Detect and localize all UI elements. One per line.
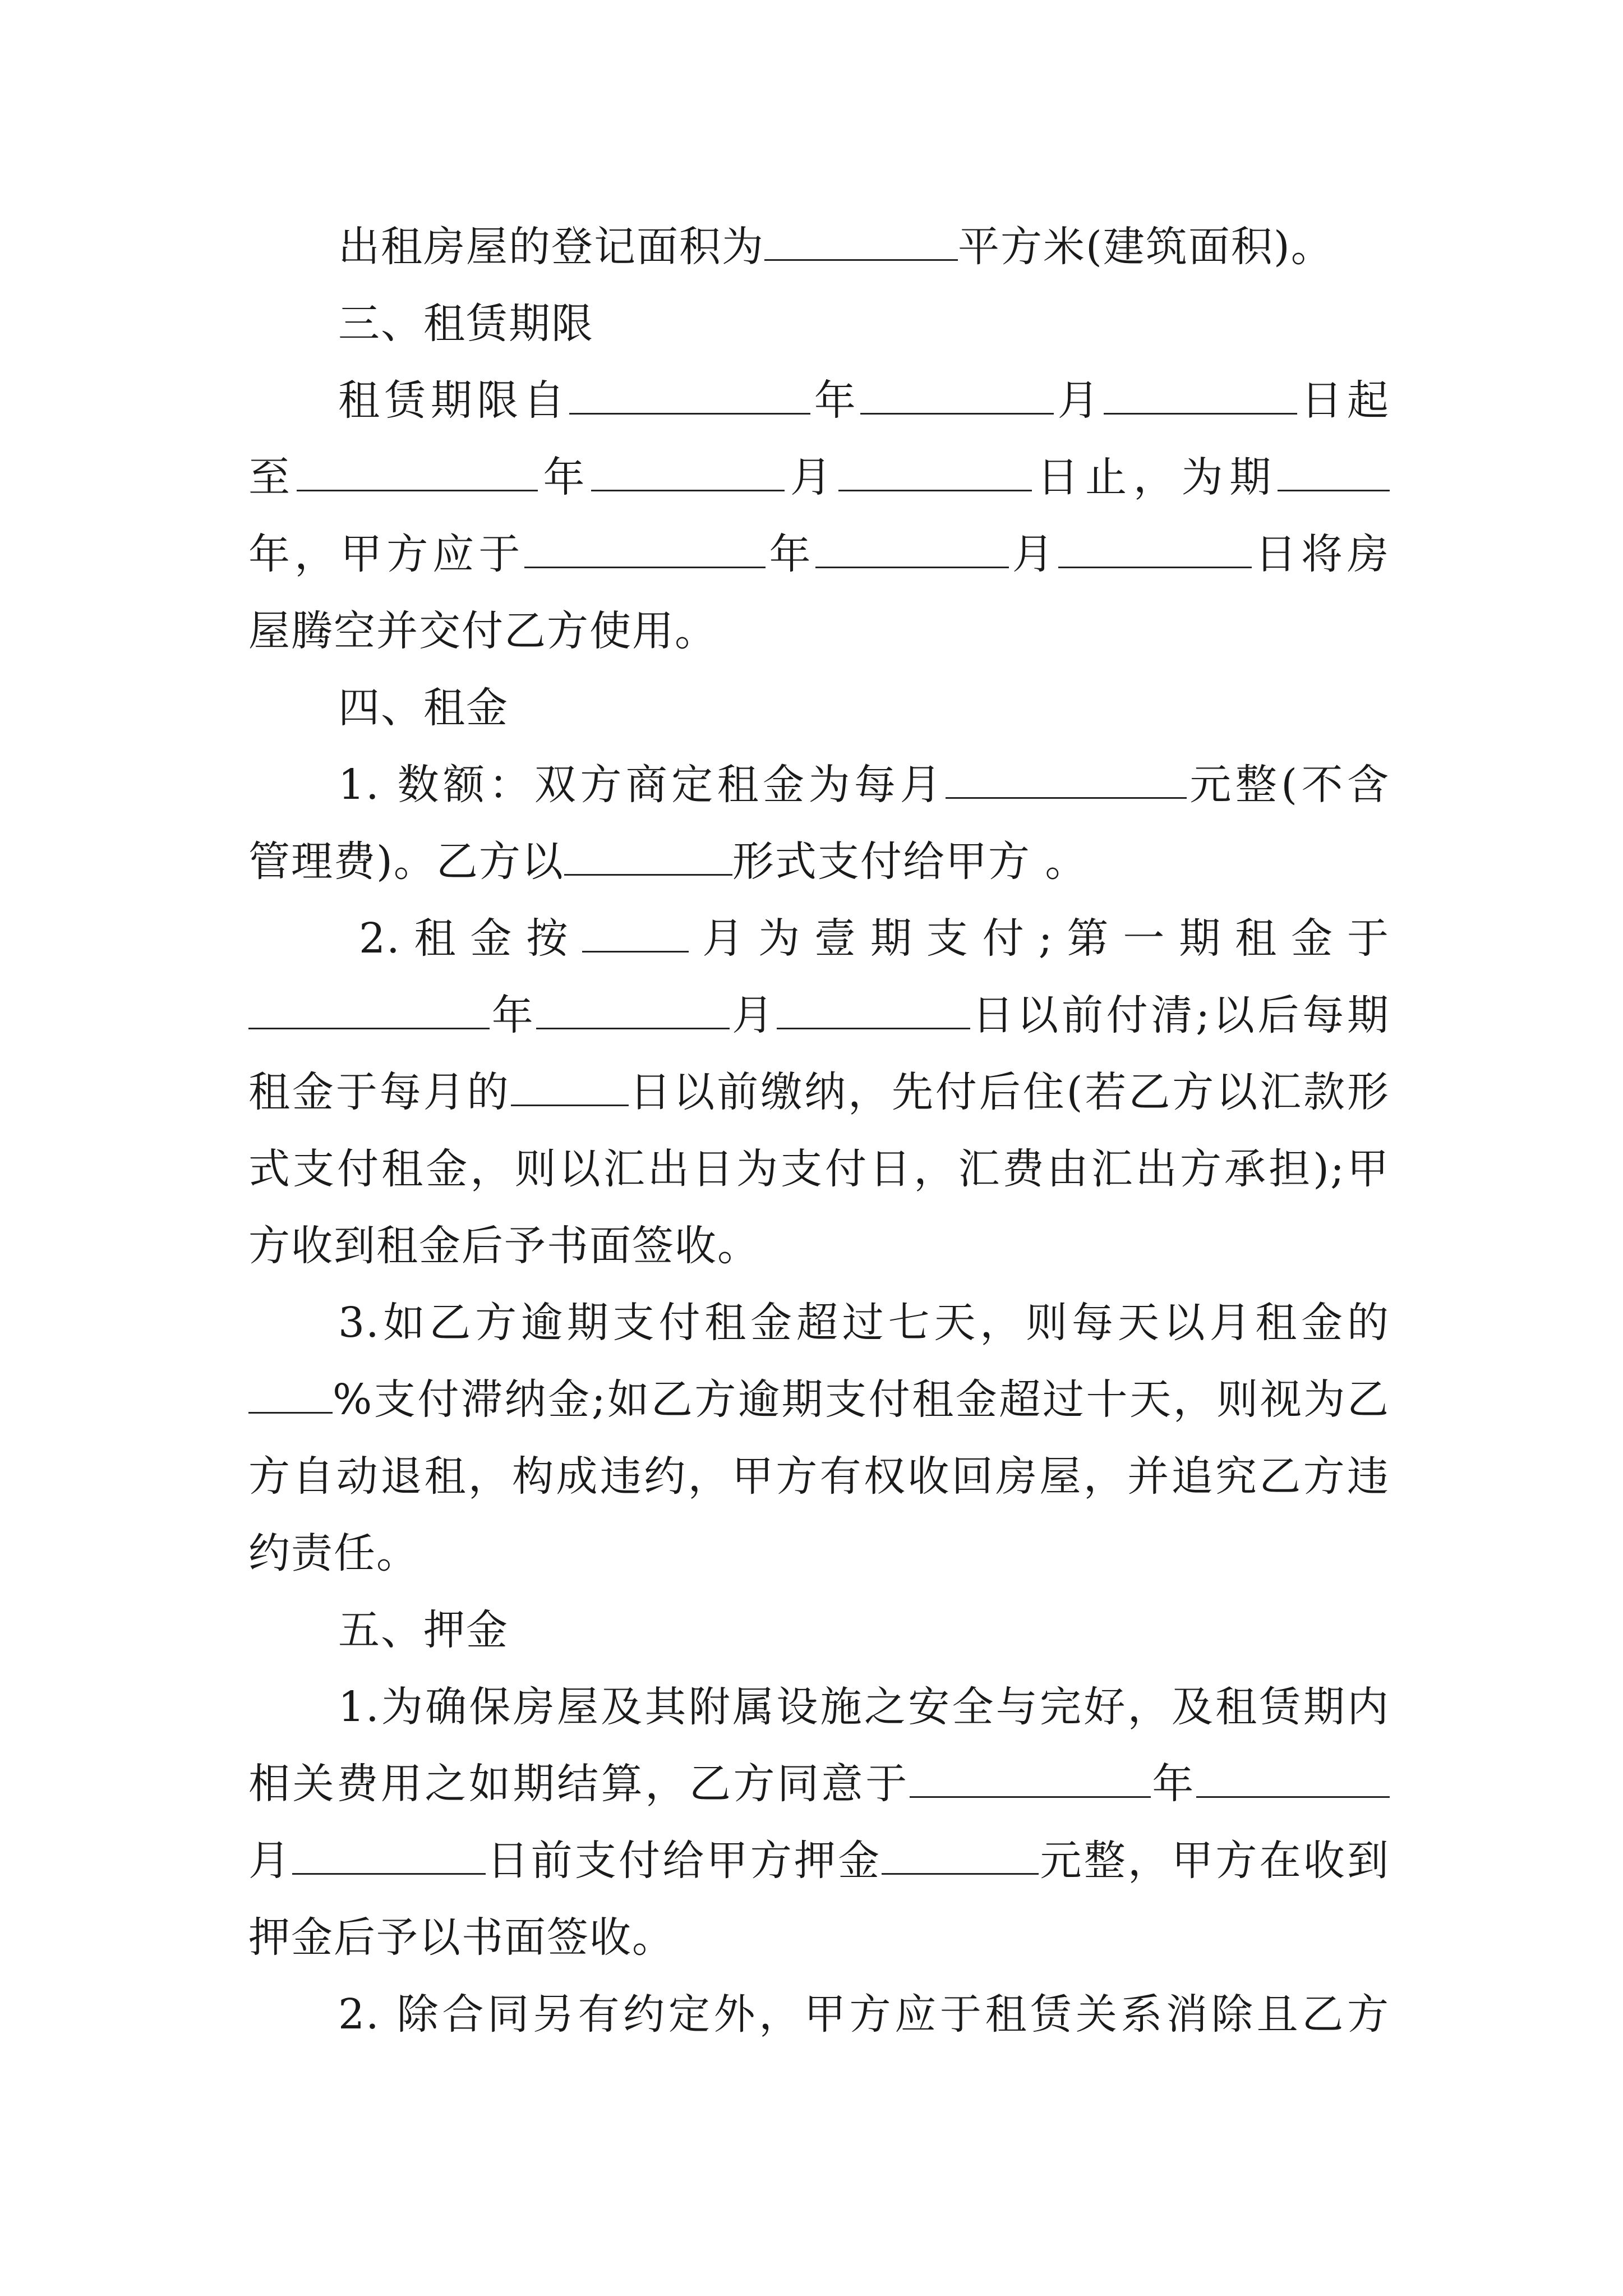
text: 管理费)。乙方以 bbox=[248, 838, 564, 886]
paragraph-line bbox=[338, 1981, 1390, 2048]
end-year-blank[interactable] bbox=[297, 455, 538, 491]
text: 元整，甲方在收到 bbox=[1039, 1837, 1390, 1885]
section-heading-term bbox=[338, 290, 1390, 357]
start-month-blank[interactable] bbox=[860, 378, 1054, 415]
text: 年 bbox=[810, 376, 861, 425]
heading-text: 四、租金 bbox=[338, 684, 509, 732]
deposit-amount-blank[interactable] bbox=[882, 1838, 1039, 1875]
area-line bbox=[338, 213, 1390, 280]
text: 年 bbox=[490, 991, 537, 1039]
text: 日止，为期 bbox=[1031, 453, 1278, 501]
deposit-year-blank[interactable] bbox=[910, 1761, 1151, 1798]
first-payment-line bbox=[248, 982, 1390, 1049]
term-length-blank[interactable] bbox=[1278, 455, 1390, 491]
payment-form-blank[interactable] bbox=[564, 839, 732, 876]
handover-month-blank[interactable] bbox=[815, 532, 1009, 568]
late-fee-line bbox=[338, 1289, 1390, 1356]
first-pay-year-blank[interactable] bbox=[248, 993, 490, 1029]
text: 形式支付给甲方 。 bbox=[732, 838, 1088, 886]
paragraph-line bbox=[248, 1520, 1390, 1587]
heading-text: 三、租赁期限 bbox=[338, 300, 594, 348]
paragraph-line bbox=[248, 1212, 1390, 1280]
text: 出租房屋的登记面积为 bbox=[338, 223, 764, 271]
paragraph-line bbox=[338, 1673, 1390, 1741]
text: 至 bbox=[248, 453, 297, 501]
text: %支付滞纳金;如乙方逾期支付租金超过十天，则视为乙 bbox=[333, 1375, 1390, 1424]
text: 2.租金按 bbox=[359, 914, 583, 963]
start-year-blank[interactable] bbox=[569, 378, 810, 415]
section-heading-rent bbox=[338, 674, 1390, 742]
area-blank[interactable] bbox=[764, 224, 958, 261]
monthly-rent-blank[interactable] bbox=[946, 762, 1187, 799]
term-start-line bbox=[338, 367, 1390, 434]
text: 租金于每月的 bbox=[248, 1068, 511, 1116]
text: 日将房 bbox=[1251, 530, 1390, 578]
handover-year-blank[interactable] bbox=[524, 532, 766, 568]
end-month-blank[interactable] bbox=[591, 455, 785, 491]
late-fee-rate-line bbox=[248, 1366, 1390, 1433]
text: 年 bbox=[1150, 1760, 1197, 1808]
text: 方收到租金后予书面签收。 bbox=[248, 1222, 760, 1270]
text: 日以前付清;以后每期 bbox=[970, 991, 1390, 1039]
text: 月 bbox=[785, 453, 838, 501]
text: 日前支付给甲方押金 bbox=[486, 1837, 882, 1885]
paragraph-line bbox=[248, 1904, 1390, 1971]
text: 方自动退租，构成违约，甲方有权收回房屋，并追究乙方违 bbox=[248, 1452, 1390, 1501]
text: 约责任。 bbox=[248, 1529, 419, 1577]
first-pay-month-blank[interactable] bbox=[536, 993, 730, 1029]
deposit-amount-line bbox=[248, 1827, 1390, 1894]
text: 式支付租金，则以汇出日为支付日，汇费由汇出方承担);甲 bbox=[248, 1145, 1390, 1193]
text: 平方米(建筑面积)。 bbox=[958, 223, 1334, 271]
text: 日以前缴纳，先付后住(若乙方以汇款形 bbox=[628, 1068, 1390, 1116]
payment-period-line bbox=[359, 905, 1390, 972]
text: 年 bbox=[537, 453, 592, 501]
start-day-blank[interactable] bbox=[1104, 378, 1297, 415]
text: 日起 bbox=[1297, 376, 1390, 425]
text: 屋腾空并交付乙方使用。 bbox=[248, 607, 717, 655]
text: 元整(不含 bbox=[1186, 761, 1390, 809]
text: 月 bbox=[1008, 530, 1058, 578]
term-end-line bbox=[248, 444, 1390, 511]
text: 1.为确保房屋及其附属设施之安全与完好，及租赁期内 bbox=[338, 1683, 1390, 1731]
paragraph-line bbox=[248, 1135, 1390, 1203]
text: 月 bbox=[248, 1837, 293, 1885]
text: 月 bbox=[730, 991, 777, 1039]
text: 年 bbox=[766, 530, 815, 578]
end-day-blank[interactable] bbox=[838, 455, 1032, 491]
text: 相关费用之如期结算，乙方同意于 bbox=[248, 1760, 910, 1808]
due-day-blank[interactable] bbox=[511, 1070, 629, 1106]
text: 2. 除合同另有约定外，甲方应于租赁关系消除且乙方 bbox=[338, 1990, 1390, 2039]
deposit-month-field[interactable] bbox=[1196, 1761, 1390, 1798]
payment-form-line bbox=[248, 828, 1390, 895]
handover-line bbox=[248, 521, 1390, 588]
text: 月 bbox=[1054, 376, 1104, 425]
paragraph-line bbox=[248, 1443, 1390, 1510]
text: 3.如乙方逾期支付租金超过七天，则每天以月租金的 bbox=[338, 1299, 1390, 1347]
text: 年，甲方应于 bbox=[248, 530, 525, 578]
period-months-blank[interactable] bbox=[582, 916, 689, 953]
text: 租赁期限自 bbox=[338, 376, 570, 425]
monthly-due-line bbox=[248, 1059, 1390, 1126]
text: 月为壹期支付;第一期租金于 bbox=[689, 914, 1390, 963]
text: 押金后予以书面签收。 bbox=[248, 1913, 675, 1962]
paragraph-line bbox=[248, 597, 1390, 665]
handover-day-blank[interactable] bbox=[1058, 532, 1252, 568]
text: 1. 数额：双方商定租金为每月 bbox=[338, 761, 946, 809]
heading-text: 五、押金 bbox=[338, 1606, 509, 1654]
first-pay-day-blank[interactable] bbox=[777, 993, 970, 1029]
late-fee-percent-blank[interactable] bbox=[248, 1377, 333, 1414]
deposit-date-line bbox=[248, 1750, 1390, 1818]
deposit-day-blank[interactable] bbox=[292, 1838, 486, 1875]
section-heading-deposit bbox=[338, 1596, 1390, 1664]
rent-amount-line bbox=[338, 751, 1390, 818]
